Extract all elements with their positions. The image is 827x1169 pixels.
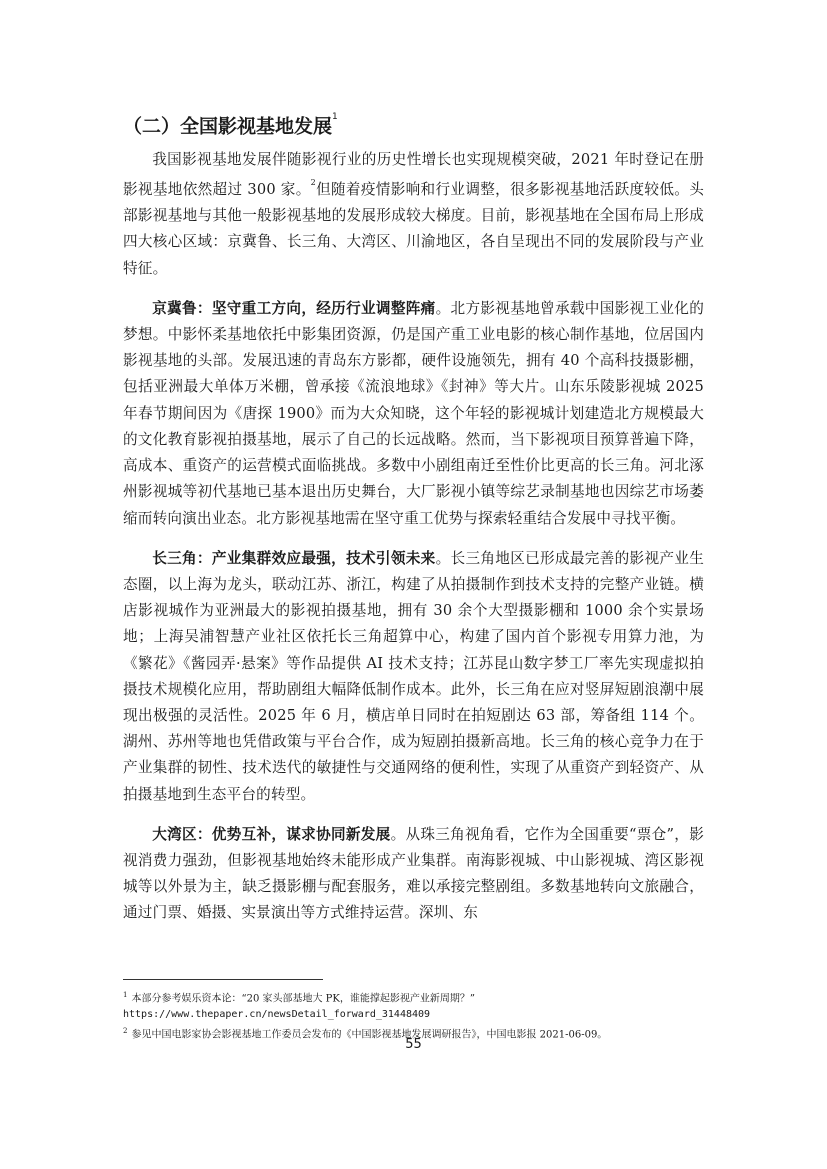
footnote-text: 参见中国电影家协会影视基地工作委员会发布的《中国影视基地发展调研报告》，中国电影报 2021-06-09。 xyxy=(131,1029,608,1041)
paragraph-changsanjiao xyxy=(123,546,704,808)
paragraph-lead: 大湾区：优势互补，谋求协同新发展 xyxy=(152,825,391,843)
paragraph-lead: 长三角：产业集群效应最强，技术引领未来 xyxy=(152,549,436,567)
footnote-url[interactable]: https://www.thepaper.cn/newsDetail_forward_31448409 xyxy=(123,1009,431,1021)
paragraph-lead: 京冀鲁：坚守重工方向，经历行业调整阵痛 xyxy=(152,299,436,317)
footnote-mark: 1 xyxy=(123,991,128,999)
paragraph-text: 。长三角地区已形成最完善的影视产业生态圈，以上海为龙头，联动江苏、浙江，构建了从拍摄制作到技术支持的完整产业链。横店影视城作为亚洲最大的影视拍摄基地，拥有 30 余个大型摄影棚和 1000 余个实景场地；上海吴浦智慧产业社区依托长三角超算中心，构建了国内首个影视专用算力池，为《繁花》《酱园弄·悬案》等作品提供 AI 技术支持；江苏昆山数字梦工厂率先实现虚拟拍摄技术规模化应用，帮助剧组大幅降低制作成本。此外，长三角在应对竖屏短剧浪潮中展现出极强的灵活性。2025 年 6 月，横店单日同时在拍短剧达 63 部，筹备组 114 个。湖州、苏州等地也凭借政策与平台合作，成为短剧拍摄新高地。长三角的核心竞争力在于产业集群的韧性、技术迭代的敏捷性与交通网络的便利性，实现了从重资产到轻资产、从拍摄基地到生态平台的转型。 xyxy=(123,549,704,803)
paragraph-text: 。北方影视基地曾承载中国影视工业化的梦想。中影怀柔基地依托中影集团资源，仍是国产重工业电影的核心制作基地，位居国内影视基地的头部。发展迅速的青岛东方影都，硬件设施领先，拥有 40 个高科技摄影棚，包括亚洲最大单体万米棚，曾承接《流浪地球》《封神》等大片。山东乐陵影视城 2025 年春节期间因为《唐探 1900》而为大众知晓，这个年轻的影视城计划建造北方规模最大的文化教育影视拍摄基地，展示了自己的长远战略。然而，当下影视项目预算普遍下降，高成本、重资产的运营模式面临挑战。多数中小剧组南迁至性价比更高的长三角。河北涿州影视城等初代基地已基本退出历史舞台，大厂影视小镇等综艺录制基地也因综艺市场萎缩而转向演出业态。北方影视基地需在坚守重工优势与探索轻重结合发展中寻找平衡。 xyxy=(123,299,704,527)
paragraph-jingjilu xyxy=(123,296,704,532)
paragraph-dawanqu xyxy=(123,822,704,927)
paragraph-text: 但随着疫情影响和行业调整，很多影视基地活跃度较低。头部影视基地与其他一般影视基地的发展形成较大梯度。目前，影视基地在全国布局上形成四大核心区域：京冀鲁、长三角、大湾区、川渝地区，各自呈现出不同的发展阶段与产业特征。 xyxy=(123,181,705,277)
footnotes xyxy=(123,987,713,1044)
paragraph-text: 我国影视基地发展伴随影视行业的历史性增长也实现规模突破，2021 年时登记在册影视基地依然超过 300 家。 xyxy=(123,151,704,199)
footnote-text: 本部分参考娱乐资本论：“20 家头部基地大 PK，谁能撑起影视产业新周期？” xyxy=(131,993,475,1005)
page-number: 55 xyxy=(405,1037,422,1052)
footnote-mark: 2 xyxy=(123,1027,128,1036)
footnote-divider xyxy=(123,979,323,980)
body-text xyxy=(123,147,704,941)
paragraph-text: 。从珠三角视角看，它作为全国重要“票仓”，影视消费力强劲，但影视基地始终未能形成产业集群。南海影视城、中山影视城、湾区影视城等以外景为主，缺乏摄影棚与配套服务，难以承接完整剧组。多数基地转向文旅融合，通过门票、婚摄、实景演出等方式维持运营。深圳、东 xyxy=(123,825,704,922)
footnote-marker: 2 xyxy=(310,178,316,188)
section-heading-text: （二）全国影视基地发展 xyxy=(123,115,333,138)
section-heading xyxy=(123,110,338,139)
footnote-marker: 1 xyxy=(332,112,338,122)
footnote-1 xyxy=(123,987,713,1007)
footnote-link[interactable] xyxy=(123,1007,713,1023)
paragraph-intro xyxy=(123,147,704,282)
